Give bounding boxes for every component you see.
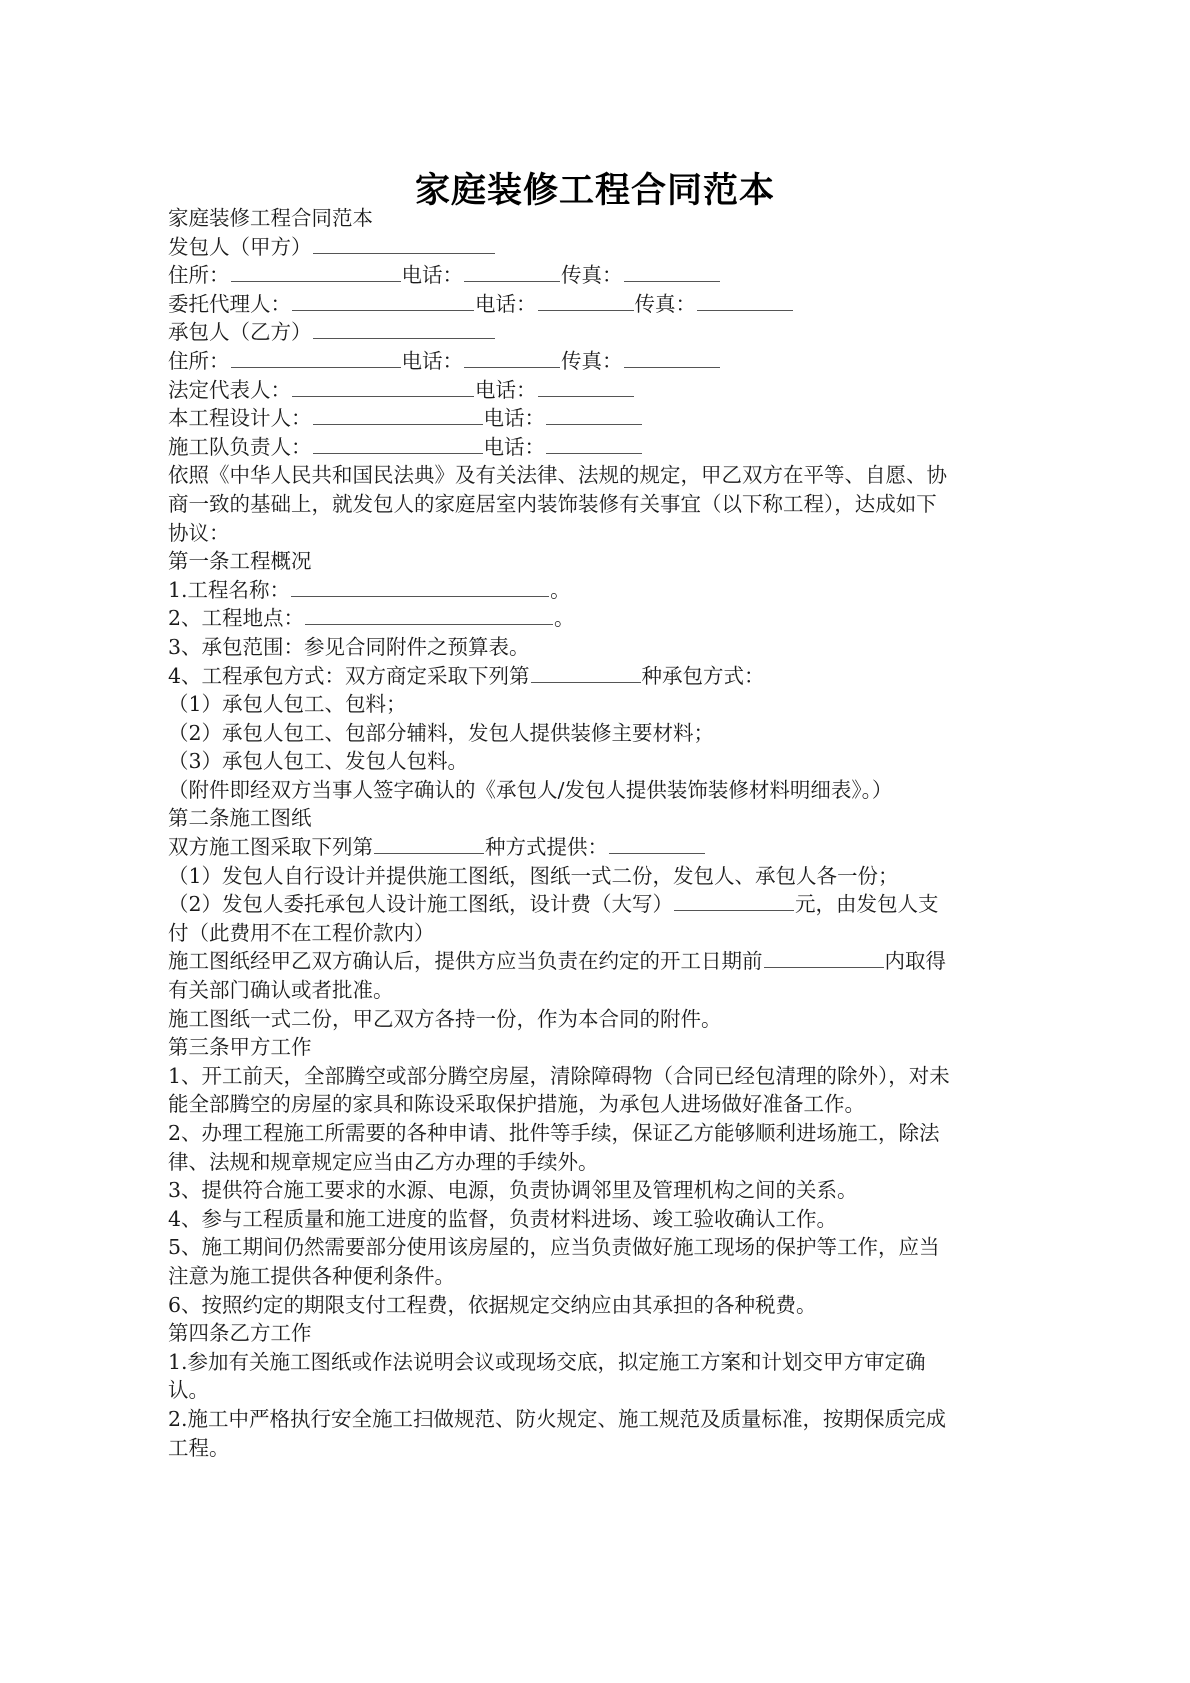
employer-phone-blank[interactable] (464, 262, 560, 283)
drawing-mode-blank-2[interactable] (609, 833, 705, 854)
contractor-fax-blank[interactable] (624, 347, 720, 368)
designer-label: 本工程设计人： (168, 406, 312, 431)
contractor-address-blank[interactable] (231, 347, 401, 368)
article1-note: （附件即经双方当事人签字确认的《承包人/发包人提供装饰装修材料明细表》。） (168, 777, 893, 802)
article2-option-2 (168, 890, 952, 947)
team-leader-phone-blank[interactable] (546, 433, 642, 454)
project-name-suffix: 。 (550, 577, 571, 602)
article1-heading: 第一条工程概况 (168, 549, 312, 574)
approval-prefix: 施工图纸经甲乙双方确认后，提供方应当负责在约定的开工日期前 (168, 949, 763, 974)
legal-rep-label: 法定代表人： (168, 377, 291, 402)
agent-phone-blank[interactable] (538, 290, 634, 311)
approval-suffix: 内取得有关部门确认或者批准。 (168, 949, 946, 1003)
employer-phone-label: 电话： (401, 263, 463, 288)
employer-fax-label: 传真： (561, 263, 623, 288)
article3-item-5: 5、施工期间仍然需要部分使用该房屋的，应当负责做好施工现场的保护等工作，应当注意为施工提供各种便利条件。 (168, 1235, 940, 1288)
project-site-blank[interactable] (305, 605, 553, 626)
article3-heading: 第三条甲方工作 (168, 1035, 312, 1060)
employer-name-blank[interactable] (313, 233, 495, 254)
employer-address-row (168, 261, 952, 290)
contractor-name-blank[interactable] (313, 319, 495, 340)
team-leader-row (168, 433, 952, 462)
legal-rep-row (168, 376, 952, 405)
project-site-suffix: 。 (554, 606, 575, 631)
article4-item-2: 2.施工中严格执行安全施工扫做规范、防火规定、施工规范及质量标准，按期保质完成工程。 (168, 1406, 947, 1460)
employer-row (168, 233, 952, 262)
article1-option-3: （3）承包人包工、发包人包料。 (168, 749, 469, 774)
contractor-fax-label: 传真： (561, 348, 623, 373)
drawing-mode-prefix: 双方施工图采取下列第 (168, 835, 373, 860)
design-fee-prefix: （2）发包人委托承包人设计施工图纸，设计费（大写） (168, 892, 674, 917)
article3-item-1: 1、开工前天，全部腾空或部分腾空房屋，清除障碍物（合同已经包清理的除外），对未能全部腾空的房屋的家具和陈设采取保护措施，为承包人进场做好准备工作。 (168, 1063, 950, 1117)
article2-intro (168, 833, 952, 862)
page-title: 家庭装修工程合同范本 (414, 171, 775, 212)
article3-item-6: 6、按照约定的期限支付工程费，依据规定交纳应由其承担的各种税费。 (168, 1292, 817, 1317)
agent-fax-blank[interactable] (697, 290, 793, 311)
article2-para-1 (168, 947, 952, 1004)
approval-blank[interactable] (764, 948, 884, 969)
legal-rep-blank[interactable] (292, 376, 474, 397)
agent-fax-label: 传真： (634, 291, 696, 316)
agent-row (168, 290, 952, 319)
article3-item-2: 2、办理工程施工所需要的各种申请、批件等手续，保证乙方能够顺利进场施工，除法律、法规和规章规定应当由乙方办理的手续外。 (168, 1121, 940, 1174)
team-leader-blank[interactable] (313, 433, 483, 454)
contract-mode-blank[interactable] (531, 662, 641, 683)
article1-option-2: （2）承包人包工、包部分辅料，发包人提供装修主要材料； (168, 720, 715, 745)
contractor-phone-label: 电话： (401, 348, 463, 373)
employer-label: 发包人（甲方） (168, 234, 312, 259)
article4-heading: 第四条乙方工作 (168, 1321, 312, 1346)
article3-item-4: 4、参与工程质量和施工进度的监督，负责材料进场、竣工验收确认工作。 (168, 1206, 838, 1231)
agent-label: 委托代理人： (168, 291, 291, 316)
designer-blank[interactable] (313, 404, 483, 425)
team-leader-phone-label: 电话： (483, 434, 545, 459)
contractor-row (168, 318, 952, 347)
team-leader-label: 施工队负责人： (168, 434, 312, 459)
contract-mode-suffix: 种承包方式： (641, 663, 765, 688)
article3-item-3: 3、提供符合施工要求的水源、电源，负责协调邻里及管理机构之间的关系。 (168, 1178, 858, 1203)
preamble-paragraph: 依照《中华人民共和国民法典》及有关法律、法规的规定，甲乙双方在平等、自愿、协商一致的基础上，就发包人的家庭居室内装饰装修有关事宜（以下称工程），达成如下协议： (168, 463, 947, 545)
article4-item-1: 1.参加有关施工图纸或作法说明会议或现场交底，拟定施工方案和计划交甲方审定确认。 (168, 1349, 926, 1403)
drawing-mode-blank[interactable] (374, 833, 484, 854)
legal-rep-phone-label: 电话： (475, 377, 537, 402)
designer-phone-blank[interactable] (546, 404, 642, 425)
employer-address-label: 住所： (168, 263, 230, 288)
article2-option-1: （1）发包人自行设计并提供施工图纸，图纸一式二份，发包人、承包人各一份； (168, 863, 899, 888)
article2-para-2: 施工图纸一式二份，甲乙双方各持一份，作为本合同的附件。 (168, 1006, 722, 1031)
designer-row (168, 404, 952, 433)
project-name-label: 1.工程名称： (168, 577, 291, 602)
article1-item1 (168, 576, 952, 605)
article2-heading: 第二条施工图纸 (168, 806, 312, 831)
legal-rep-phone-blank[interactable] (538, 376, 634, 397)
agent-phone-label: 电话： (475, 291, 537, 316)
project-name-blank[interactable] (291, 576, 549, 597)
article1-item2 (168, 604, 952, 633)
subtitle-line: 家庭装修工程合同范本 (168, 206, 373, 230)
employer-address-blank[interactable] (231, 262, 401, 283)
employer-fax-blank[interactable] (624, 262, 720, 283)
contractor-address-row (168, 347, 952, 376)
document-body (168, 204, 952, 1462)
contractor-label: 承包人（乙方） (168, 320, 312, 345)
contractor-address-label: 住所： (168, 348, 230, 373)
designer-phone-label: 电话： (483, 406, 545, 431)
contractor-phone-blank[interactable] (464, 347, 560, 368)
article1-option-1: （1）承包人包工、包料； (168, 692, 407, 717)
project-site-label: 2、工程地点： (168, 606, 305, 631)
design-fee-suffix: 元，由发包人支付（此费用不在工程价款内） (168, 892, 939, 945)
design-fee-blank[interactable] (674, 891, 794, 912)
article1-item3: 3、承包范围：参见合同附件之预算表。 (168, 634, 530, 659)
article1-item4 (168, 662, 952, 691)
agent-name-blank[interactable] (292, 290, 474, 311)
drawing-mode-mid: 种方式提供： (485, 835, 608, 860)
contract-mode-prefix: 4、工程承包方式：双方商定采取下列第 (168, 663, 530, 688)
